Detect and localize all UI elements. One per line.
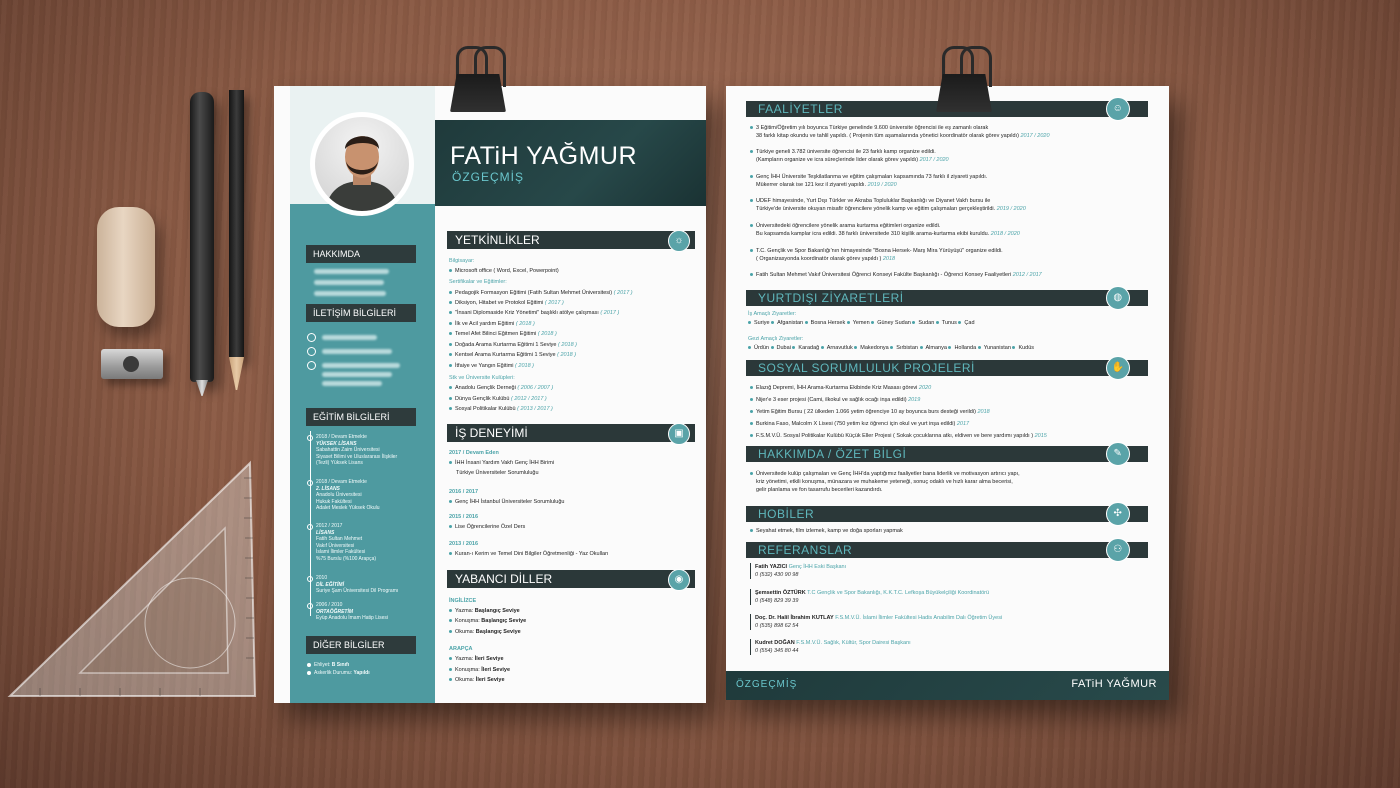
edu-line: Vakıf Üniversitesi xyxy=(316,542,355,549)
speech-icon: ◉ xyxy=(668,569,690,591)
social-item: F.S.M.V.Ü. Sosyal Politikalar Kulübü Küçük Eller Projesi ( Sokak çocuklarına atkı, eldiven ve bere yardımı yapıldı ) 2015 xyxy=(750,432,1047,440)
list-item: Okuma: Başlangıç Seviye xyxy=(449,629,521,635)
list-item: Kentsel Arama Kurtarma Eğitimi 1 Seviye ( 2018 ) xyxy=(449,352,576,358)
location-icon xyxy=(307,361,316,370)
edu-date: 2010 xyxy=(316,575,328,581)
edu-line: Anadolu Üniversitesi xyxy=(316,492,362,498)
footer-band xyxy=(726,671,1169,700)
visits-travel-list: Ürdün Dubai Karadağ Arnavutluk Makedonya Sırbistan Almanya Hollanda Yunanistan Kudüs xyxy=(748,344,1034,352)
section-title: FAALİYETLER xyxy=(758,102,843,116)
blurred-text xyxy=(314,291,386,296)
timeline-dot xyxy=(307,435,313,441)
exp-date: 2016 / 2017 xyxy=(449,489,479,495)
edu-degree: ORTAÖĞRETİM xyxy=(316,608,354,615)
exp-date: 2013 / 2016 xyxy=(449,541,479,547)
section-visits xyxy=(746,290,1148,306)
globe-icon: ◍ xyxy=(1106,286,1130,310)
summary-line: Üniversitede kulüp çalışmaları ve Genç İHH'da yaptığımız faaliyetler bana liderlik ve motivasyon artırıcı yapı, xyxy=(750,470,1020,478)
section-experience xyxy=(447,424,695,442)
activity-item-cont: Türkiye'de üniversite okuyan misafir öğrencilere yönelik kamp ve eğitim çalışmaları gerçekleştirildi. 2019 / 2020 xyxy=(756,206,1026,212)
pen-tip xyxy=(196,380,208,396)
list-item: Yazma: İleri Seviye xyxy=(449,656,504,662)
section-languages xyxy=(447,570,695,588)
section-title: SOSYAL SORUMLULUK PROJELERİ xyxy=(758,361,975,375)
phone-icon xyxy=(307,333,316,342)
other-value: Yapıldı xyxy=(353,670,370,676)
cv-page-2 xyxy=(726,86,1169,700)
social-item: Burkina Faso, Malcolm X Lisesi (750 yetim kız öğrenci için okul ve yurt inşa edildi) 2017 xyxy=(750,420,969,428)
activity-item: 3 Eğitim/Öğretim yılı boyunca Türkiye genelinde 9.600 üniversite öğrencisi ile eş zamanlı olarak xyxy=(750,124,988,132)
brain-icon: ☼ xyxy=(668,230,690,252)
pencil xyxy=(229,90,244,358)
pencil-sharpener xyxy=(101,349,163,379)
people-icon: ☺ xyxy=(1106,97,1130,121)
section-references xyxy=(746,542,1148,558)
list-item: Microsoft office ( Word, Excel, Powerpoint) xyxy=(449,268,559,274)
activity-item-cont: Mükerrer olarak ise 121 kez il ziyareti yapıldı. 2019 / 2020 xyxy=(756,182,897,188)
reference-item: Fatih YAZICI Genç İHH Eski Başkanı 0 (532) 430 90 98 xyxy=(750,563,846,579)
visits-business-list: Suriye Afganistan Bosna Hersek Yemen Güney Sudan Sudan Tunus Çad xyxy=(748,319,975,327)
edu-line: Fatih Sultan Mehmet xyxy=(316,536,363,542)
edu-date: 2006 / 2010 xyxy=(316,602,343,608)
activity-item: T.C. Gençlik ve Spor Bakanlığı'nın himayesinde "Bosna Hersek- Marş Mira Yürüyüşü" organize edildi. xyxy=(750,247,1003,255)
summary-line: gelir planlama ve fon tasarrufu becerileri kazandırdı. xyxy=(756,487,883,493)
bullet xyxy=(307,671,311,675)
list-item: İHH İnsani Yardım Vakfı Genç İHH Birimi xyxy=(449,460,554,466)
section-title: HAKKIMDA / ÖZET BİLGİ xyxy=(758,447,907,461)
activity-item-cont: 38 farklı kitap okundu ve tahlil yapıldı. ( Projenin tüm aşamalarında yönetici koordinatör olarak görev yapıldı) 2017 / 2020 xyxy=(756,133,1050,139)
skills-computer-title: Bilgisayar: xyxy=(449,258,475,264)
edu-date: 2012 / 2017 xyxy=(316,523,343,529)
section-title: YABANCI DİLLER xyxy=(455,572,553,586)
binder-clip xyxy=(936,46,992,116)
edu-line: Sabahattin Zaim Üniversitesi xyxy=(316,447,380,453)
section-title: YETKİNLİKLER xyxy=(455,233,540,247)
list-item: İlk ve Acil yardım Eğitimi ( 2018 ) xyxy=(449,321,535,327)
social-item: Yetim Eğitim Bursu ( 22 ülkeden 1.066 yetim öğrenciye 10 ay boyunca burs desteği verildi) 2018 xyxy=(750,408,990,416)
reference-item: Doç. Dr. Halil İbrahim KUTLAY F.S.M.V.Ü. İslami İlimler Fakültesi Hadis Anabilim Dalı Öğretim Üyesi 0 (535) 898 62 54 xyxy=(750,614,1002,630)
list-item: Yazma: Başlangıç Seviye xyxy=(449,608,520,614)
other-value: B Sınıfı xyxy=(331,662,350,668)
cv-subtitle: ÖZGEÇMİŞ xyxy=(452,170,525,184)
edu-line: Suriye Şam Üniversitesi Dil Programı xyxy=(316,588,399,594)
mail-icon xyxy=(307,347,316,356)
list-item: Doğada Arama Kurtarma Eğitimi 1 Seviye ( 2018 ) xyxy=(449,342,577,348)
section-social xyxy=(746,360,1148,376)
section-title: REFERANSLAR xyxy=(758,543,853,557)
list-item: Dünya Gençlik Kulübü ( 2012 / 2017 ) xyxy=(449,396,547,402)
section-hobbies xyxy=(746,506,1148,522)
social-item: Nijer'e 3 eser projesi (Cami, ilkokul ve sağlık ocağı inşa edildi) 2019 xyxy=(750,396,920,404)
edu-date: 2018 / Devam Etmekte xyxy=(316,479,367,485)
exp-date: 2017 / Devam Eden xyxy=(449,450,499,456)
edu-line: Siyaset Bilimi ve Uluslararası İlişkiler xyxy=(316,453,398,460)
language-name: ARAPÇA xyxy=(449,646,473,652)
edu-line: %75 Burslu (%100 Arapça) xyxy=(316,555,377,562)
cv-name: FATiH YAĞMUR xyxy=(450,142,638,170)
blurred-text xyxy=(314,269,389,274)
social-item: Elazığ Depremi, İHH Arama-Kurtarma Ekibinde Kriz Masası görevi 2020 xyxy=(750,384,931,392)
blurred-text xyxy=(322,335,377,340)
pencil-tip xyxy=(229,357,244,390)
edu-degree: DİL EĞİTİMİ xyxy=(316,581,344,588)
list-item: Kuran-ı Kerim ve Temel Dini Bilgiler Öğretmenliği - Yaz Okulları xyxy=(449,551,608,557)
activity-item: Fatih Sultan Mehmet Vakıf Üniversitesi Öğrenci Konseyi Fakülte Başkanlığı - Öğrenci Konsey Faaliyetleri 2012 / 2017 xyxy=(750,271,1042,279)
list-item: Genç İHH İstanbul Üniversiteler Sorumluluğu xyxy=(449,499,564,505)
other-label: Askerlik Durumu: xyxy=(314,670,353,676)
blurred-text xyxy=(314,280,384,285)
list-item: Anadolu Gençlik Derneği ( 2006 / 2007 ) xyxy=(449,385,553,391)
handshake-icon: ⚇ xyxy=(1106,538,1130,562)
blurred-text xyxy=(322,349,392,354)
list-item: Pedagojik Formasyon Eğitimi (Fatih Sultan Mehmet Üniversitesi) ( 2017 ) xyxy=(449,290,633,296)
edu-date: 2018 / Devam Etmekte xyxy=(316,434,367,440)
edu-line: Adalet Meslek Yüksek Okulu xyxy=(316,505,380,511)
activity-item-cont: Bu kapsamda kamplar icra edildi. 38 farklı üniversitede 310 kişilik arama-kurtarma ekibi kuruldu. 2018 / 2020 xyxy=(756,231,1020,237)
set-square-triangle xyxy=(0,458,260,698)
summary-line: kriz yönetimi, etkili konuşma, münazara ve muhakeme yeteneği, sonuç odaklı ve hızlı karar alma becerisi, xyxy=(756,479,1013,485)
timeline-dot xyxy=(307,576,313,582)
education-title: EĞİTİM BİLGİLERİ xyxy=(306,408,416,426)
clip-jaw xyxy=(450,74,506,112)
edit-icon: ✎ xyxy=(1106,442,1130,466)
other-label: Ehliyet: xyxy=(314,662,331,668)
blurred-text xyxy=(322,381,382,386)
language-name: İNGİLİZCE xyxy=(449,598,477,604)
person-portrait-icon xyxy=(315,117,409,211)
binder-clip xyxy=(450,46,506,116)
list-item: Diksiyon, Hitabet ve Protokol Eğitimi ( 2017 ) xyxy=(449,300,564,306)
list-item: "İnsani Diplomaside Kriz Yönetimi" başlıklı atölye çalışması ( 2017 ) xyxy=(449,310,619,316)
bullet xyxy=(307,663,311,667)
blurred-text xyxy=(322,372,392,377)
edu-line: (Tezli) Yüksek Lisans xyxy=(316,460,363,466)
contact-title: İLETİŞİM BİLGİLERİ xyxy=(306,304,416,322)
edu-degree: 2. LİSANS xyxy=(316,485,340,492)
activity-item: Türkiye geneli 3.782 üniversite öğrencisi ile 23 farklı kamp organize edildi. xyxy=(750,148,936,156)
section-title: YURTDIŞI ZİYARETLERİ xyxy=(758,291,904,305)
list-item: Okuma: İleri Seviye xyxy=(449,677,505,683)
edu-degree: LİSANS xyxy=(316,529,335,536)
list-item: Konuşma: İleri Seviye xyxy=(449,667,510,673)
activity-item-cont: ( Organizasyonda koordinatör olarak görev yapıldı ) 2018 xyxy=(756,256,896,262)
activity-item: UDEF himayesinde, Yurt Dışı Türkler ve Akraba Topluluklar Başkanlığı ve Diyanet Vakfı bursu ile xyxy=(750,197,990,205)
edu-line: İslami İlimler Fakültesi xyxy=(316,549,366,555)
profile-photo xyxy=(310,112,414,216)
about-title: HAKKIMDA xyxy=(306,245,416,263)
list-item: İtfaiye ve Yangın Eğitimi ( 2018 ) xyxy=(449,363,534,369)
edu-line: Hukuk Fakültesi xyxy=(316,498,352,505)
section-title: İŞ DENEYİMİ xyxy=(455,426,528,440)
skills-clubs-title: Stk ve Üniversite Kulüpleri: xyxy=(449,375,515,381)
footer-right: FATiH YAĞMUR xyxy=(1071,678,1157,690)
reference-item: Kudret DOĞAN F.S.M.V.Ü. Sağlık, Kültür, Spor Dairesi Başkanı 0 (554) 345 80 44 xyxy=(750,639,911,655)
avatar xyxy=(315,117,409,211)
timeline-dot xyxy=(307,480,313,486)
hobby-icon: ✣ xyxy=(1106,502,1130,526)
list-item: Lise Öğrencilerine Özel Ders xyxy=(449,524,525,530)
blurred-text xyxy=(322,363,400,368)
list-item: Sosyal Politikalar Kulübü ( 2013 / 2017 ) xyxy=(449,406,553,412)
activity-item-cont: (Kampların organize ve icra süreçlerinde lider olarak görev yapıldı) 2017 / 2020 xyxy=(756,157,949,163)
visits-business-title: İş Amaçlı Ziyaretler: xyxy=(748,311,797,317)
footer-left: ÖZGEÇMİŞ xyxy=(736,679,798,690)
briefcase-icon: ▣ xyxy=(668,423,690,445)
edu-line: Eyüp Anadolu İmam Hatip Lisesi xyxy=(316,615,388,621)
timeline-dot xyxy=(307,603,313,609)
list-item: Konuşma: Başlangıç Seviye xyxy=(449,618,526,624)
activity-item: Üniversitedeki öğrencilere yönelik arama kurtarma eğitimleri organize edildi. xyxy=(750,222,940,230)
visits-travel-title: Gezi Amaçlı Ziyaretler: xyxy=(748,336,804,342)
section-skills xyxy=(447,231,695,249)
hobbies-text: Seyahat etmek, film izlemek, kamp ve doğa sporları yapmak xyxy=(750,527,903,535)
exp-date: 2015 / 2016 xyxy=(449,514,479,520)
list-item: Temel Afet Bilinci Eğitmen Eğitimi ( 2018 ) xyxy=(449,331,557,337)
activity-item: Genç İHH Üniversite Teşkilatlanma ve eğitim çalışmaları kapsamında 73 farklı il ziyareti yapıldı. xyxy=(750,173,987,181)
reference-item: Şemsettin ÖZTÜRK T.C Gençlik ve Spor Bakanlığı, K.K.T.C. Lefkoşa Büyükelçiliği Koordinatörü 0 (548) 829 39 39 xyxy=(750,589,989,605)
cv-page-1 xyxy=(274,86,706,703)
skills-certs-title: Sertifikalar ve Eğitimler: xyxy=(449,279,507,285)
section-summary xyxy=(746,446,1148,462)
timeline-dot xyxy=(307,524,313,530)
eraser xyxy=(97,207,155,327)
clip-jaw xyxy=(936,74,992,112)
other-title: DİĞER BİLGİLER xyxy=(306,636,416,654)
section-title: HOBİLER xyxy=(758,507,815,521)
pen xyxy=(190,92,214,382)
edu-degree: YÜKSEK LİSANS xyxy=(316,440,357,447)
hands-icon: ✋ xyxy=(1106,356,1130,380)
list-item-cont: Türkiye Üniversiteler Sorumluluğu xyxy=(456,470,539,476)
